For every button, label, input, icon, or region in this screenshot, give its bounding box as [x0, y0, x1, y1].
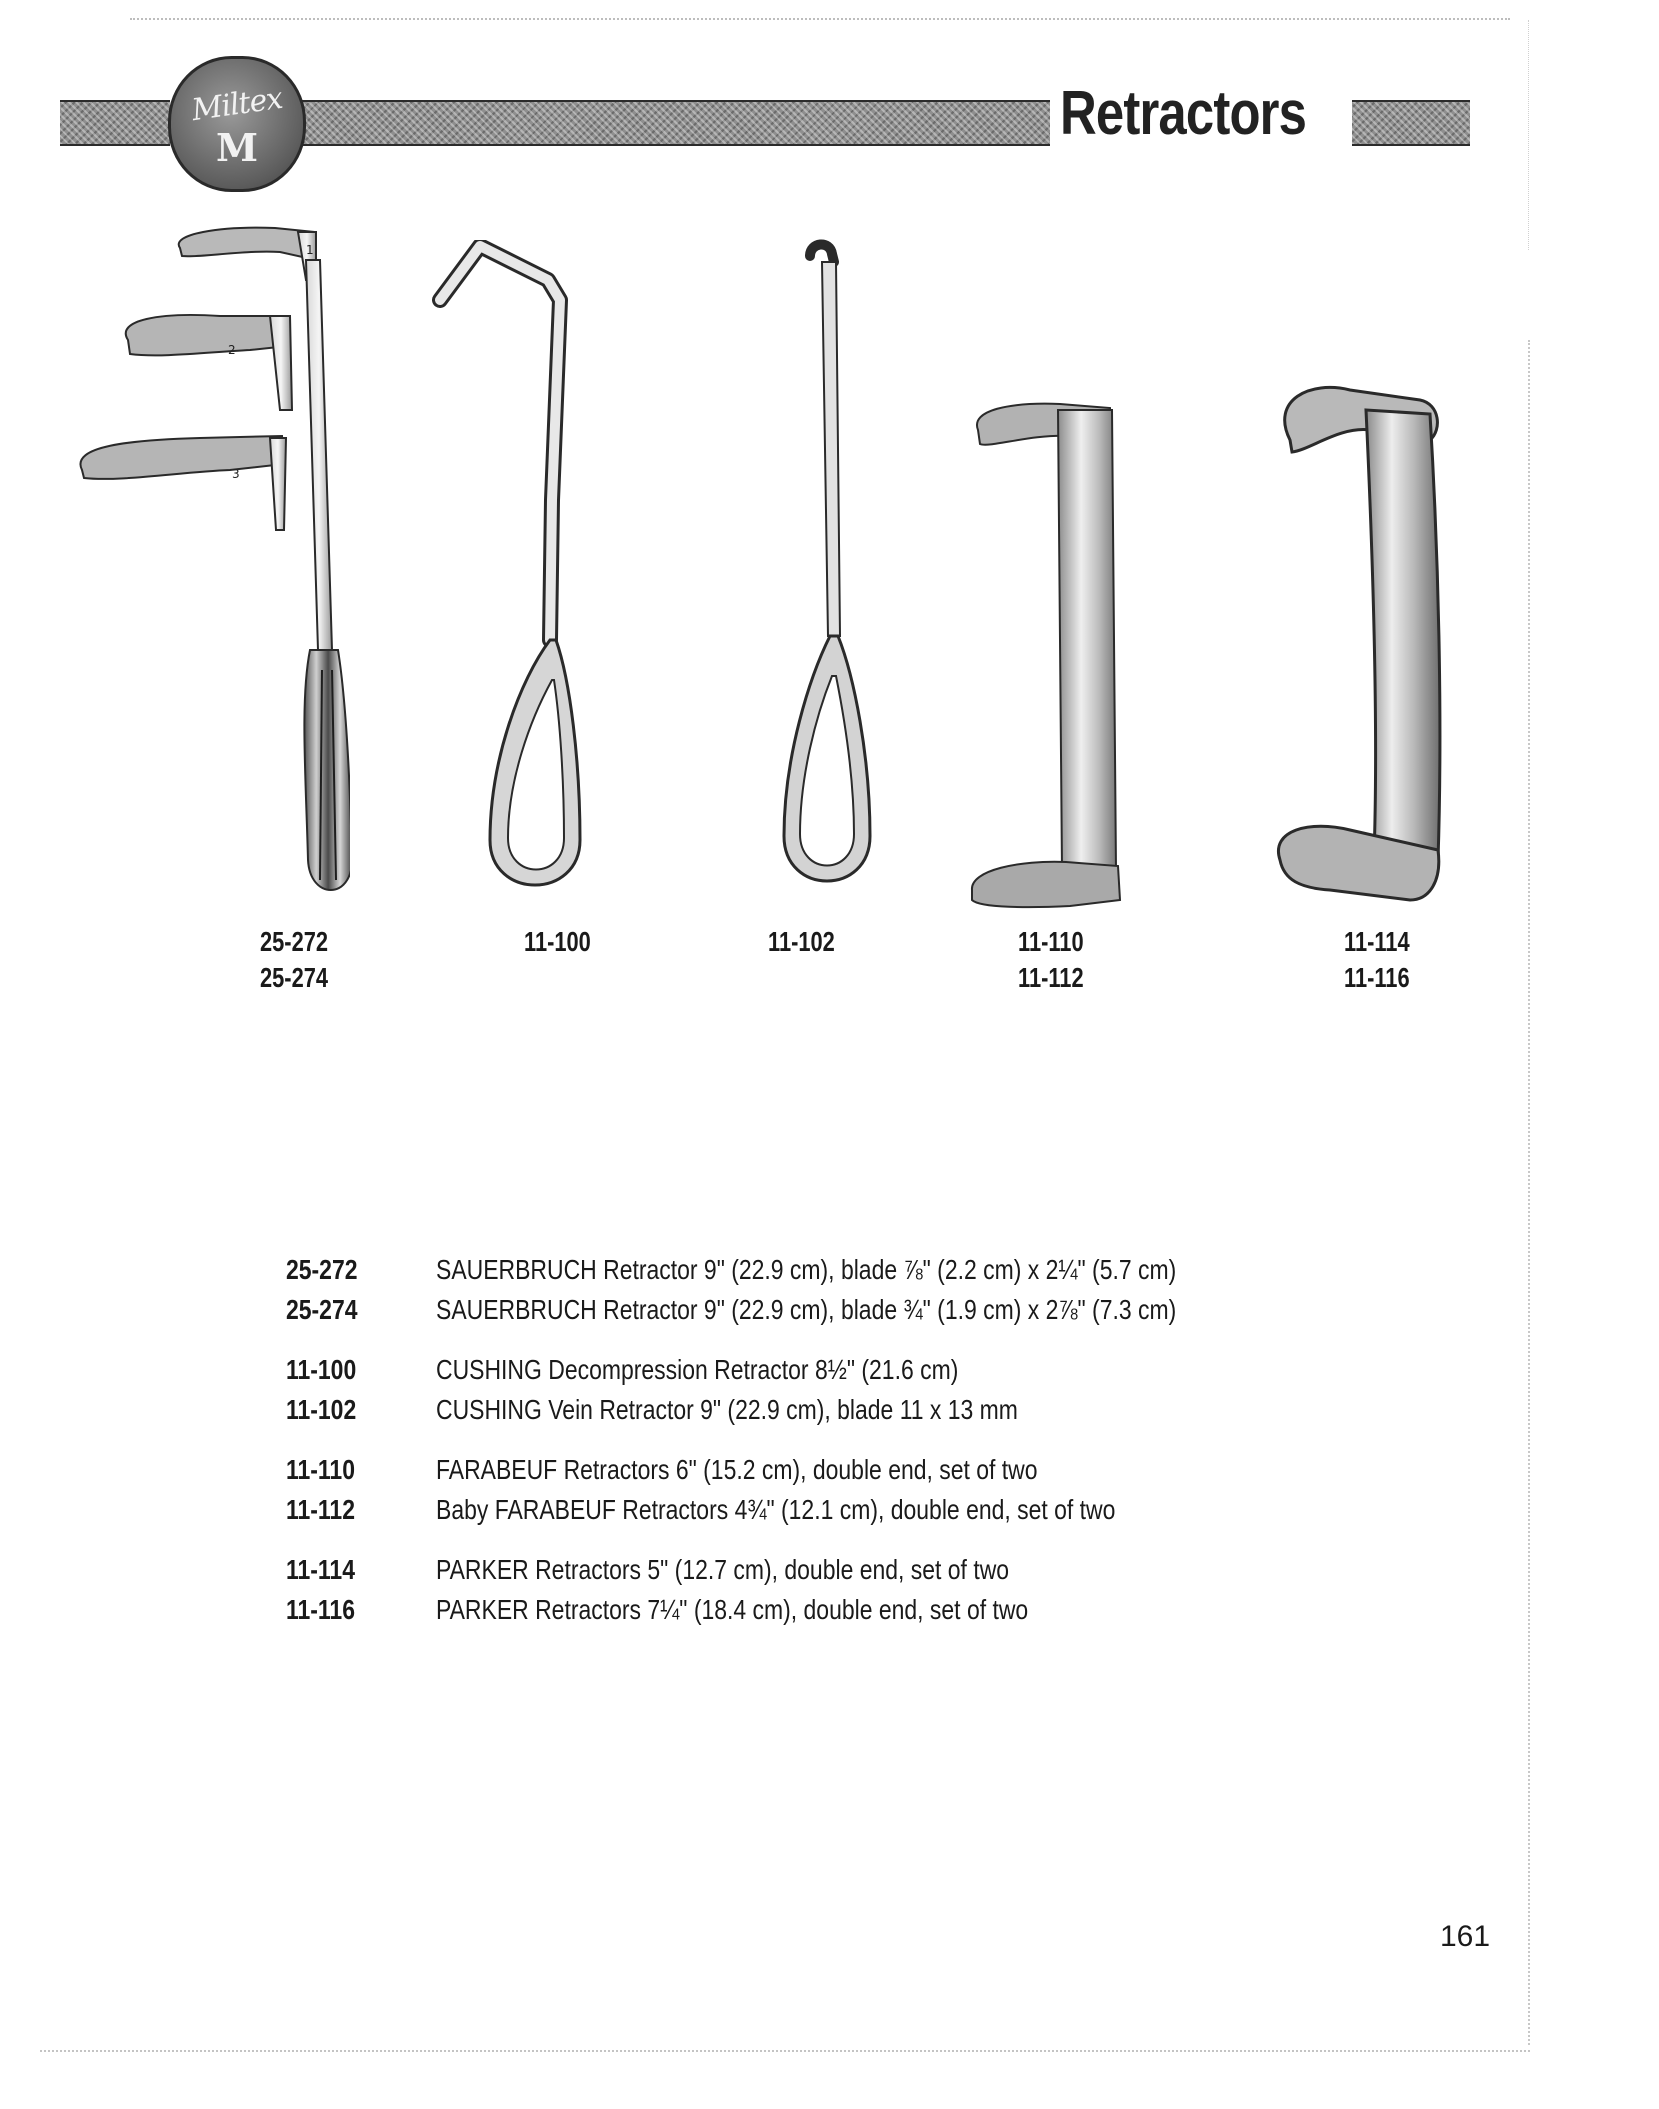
page-number: 161 — [1440, 1920, 1491, 1953]
spec-description: SAUERBRUCH Retractor 9" (22.9 cm), blade ⅞" (2.2 cm) x 2¼" (5.7 cm) — [436, 1254, 1177, 1285]
figure-code-11-114: 11-114 — [1344, 926, 1410, 957]
spec-description: CUSHING Vein Retractor 9" (22.9 cm), blade 11 x 13 mm — [436, 1394, 1018, 1425]
header-band-middle — [300, 100, 1050, 146]
spec-code: 25-274 — [286, 1294, 358, 1325]
figure-code-11-100: 11-100 — [524, 926, 591, 957]
blade-number-1: 1 — [306, 243, 314, 257]
spec-code: 11-112 — [286, 1494, 355, 1525]
spec-code: 11-116 — [286, 1594, 355, 1625]
page-edge-bottom — [40, 2050, 1530, 2052]
header-band-left — [60, 100, 170, 146]
logo-script-text: Miltex — [189, 80, 285, 129]
spec-code: 11-114 — [286, 1554, 355, 1585]
page-edge-right — [1528, 340, 1530, 2045]
spec-description: Baby FARABEUF Retractors 4¾" (12.1 cm), double end, set of two — [436, 1494, 1116, 1525]
figure-code-11-102: 11-102 — [768, 926, 835, 957]
sauerbruch-retractor-illustration — [70, 220, 350, 920]
spec-description: FARABEUF Retractors 6" (15.2 cm), double end, set of two — [436, 1454, 1038, 1485]
figure-code-25-272: 25-272 — [260, 926, 329, 957]
figure-code-11-112: 11-112 — [1018, 962, 1084, 993]
spec-description: PARKER Retractors 7¼" (18.4 cm), double end, set of two — [436, 1594, 1029, 1625]
parker-retractor-illustration — [1270, 380, 1450, 920]
figure-code-25-274: 25-274 — [260, 962, 329, 993]
blade-number-3: 3 — [232, 467, 240, 481]
cushing-decompression-retractor-illustration — [420, 240, 600, 920]
header-band-right — [1352, 100, 1470, 146]
spec-description: PARKER Retractors 5" (12.7 cm), double end, set of two — [436, 1554, 1010, 1585]
logo-mark-text: M — [215, 125, 259, 170]
spec-code: 11-100 — [286, 1354, 357, 1385]
brand-logo — [168, 56, 306, 192]
spec-description: SAUERBRUCH Retractor 9" (22.9 cm), blade ¾" (1.9 cm) x 2⅞" (7.3 cm) — [436, 1294, 1177, 1325]
figure-code-11-110: 11-110 — [1018, 926, 1084, 957]
spec-code: 11-110 — [286, 1454, 355, 1485]
spec-description: CUSHING Decompression Retractor 8½" (21.6 cm) — [436, 1354, 959, 1385]
spec-list — [286, 1250, 1386, 1630]
page-title: Retractors — [1060, 79, 1307, 148]
cushing-vein-retractor-illustration — [760, 236, 880, 920]
farabeuf-retractor-illustration — [970, 400, 1130, 920]
page-edge-right-upper — [1528, 20, 1529, 250]
spec-code: 11-102 — [286, 1394, 357, 1425]
figure-code-11-116: 11-116 — [1344, 962, 1410, 993]
page-edge-top — [130, 18, 1510, 20]
spec-code: 25-272 — [286, 1254, 358, 1285]
blade-number-2: 2 — [228, 343, 236, 357]
